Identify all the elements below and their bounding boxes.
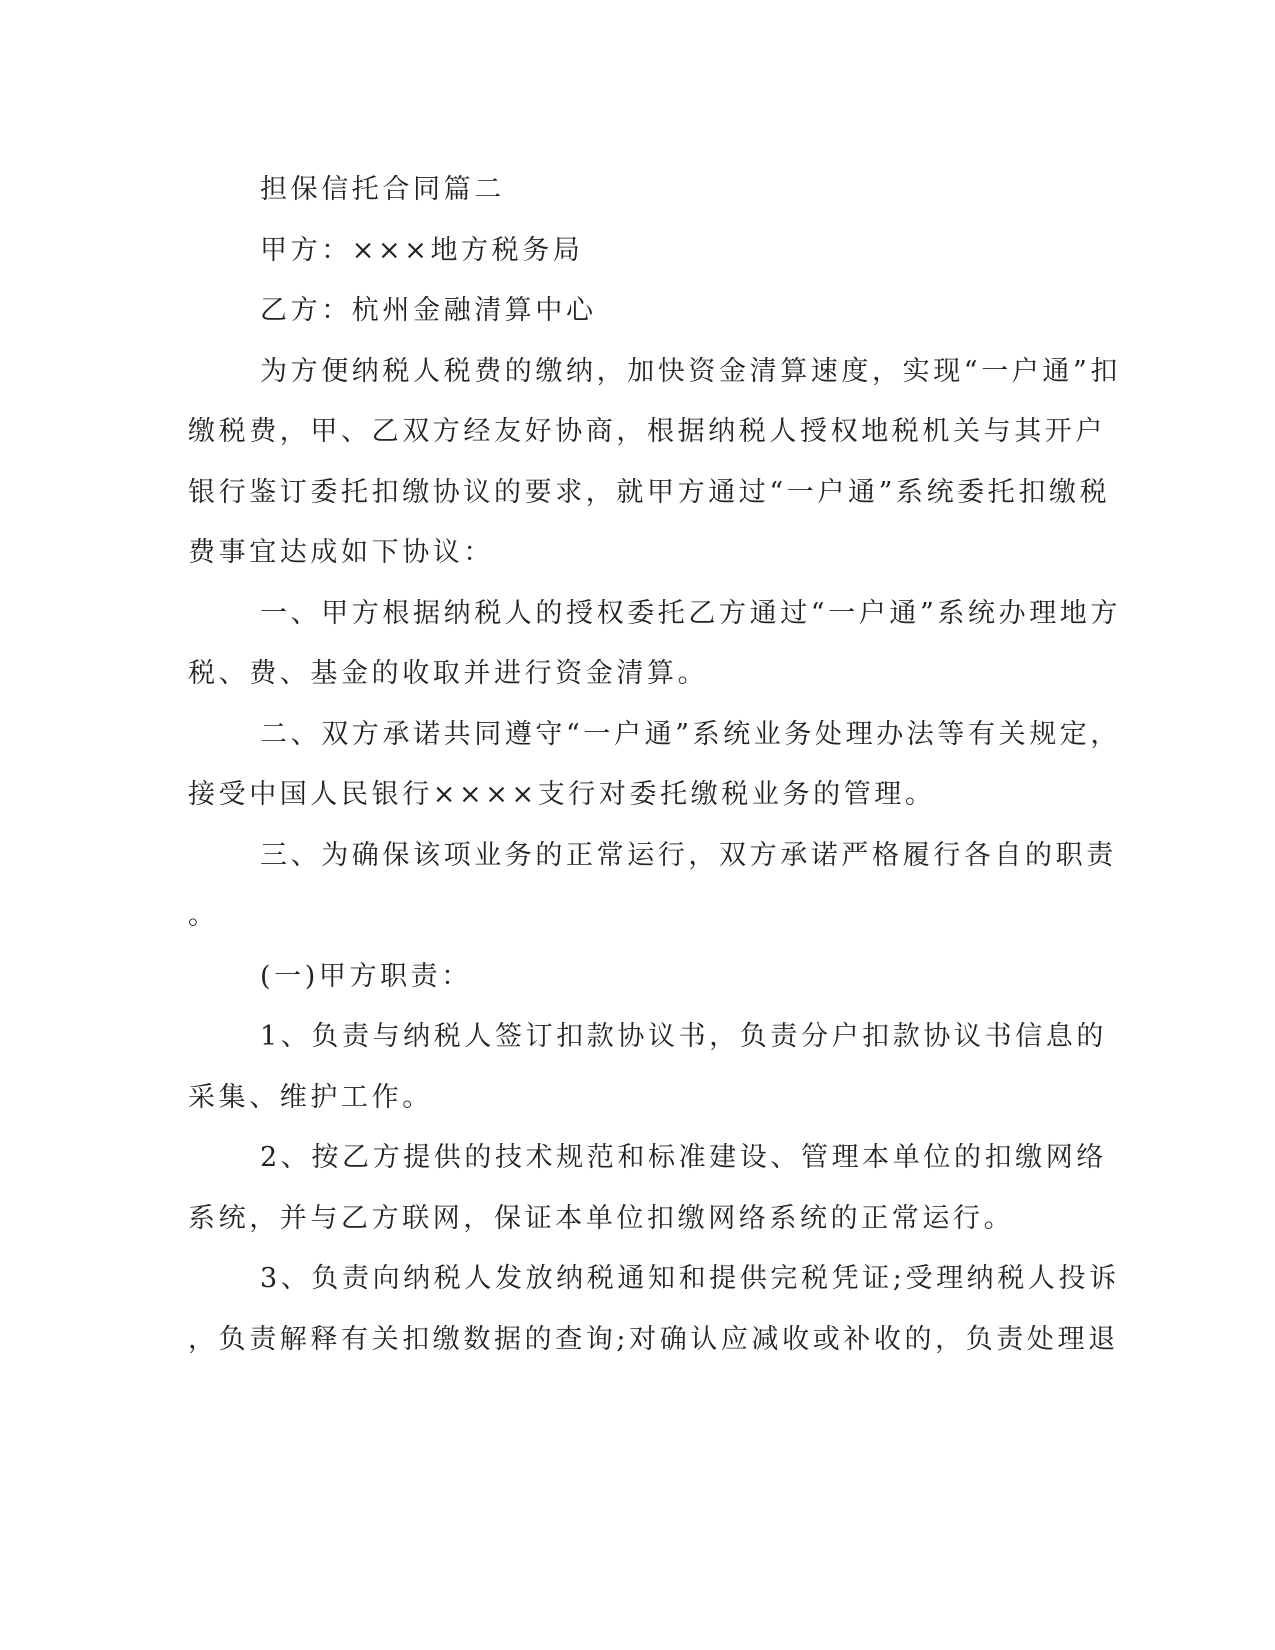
paragraph-line: 接受中国人民银行××××支行对委托缴税业务的管理。 (188, 779, 936, 810)
item-1 (188, 1007, 1107, 1128)
section-a-heading: (一)甲方职责： (260, 960, 472, 992)
document-title: 担保信托合同篇二 (260, 174, 505, 205)
clause-1 (188, 584, 1122, 705)
party-a: 甲方：×××地方税务局 (260, 234, 584, 266)
clause-3 (188, 826, 1117, 947)
paragraph-line: ，负责解释有关扣缴数据的查询;对确认应减收或补收的，负责处理退 (188, 1323, 1119, 1355)
paragraph-line: 一、甲方根据纳税人的授权委托乙方通过“一户通”系统办理地方 (260, 597, 1122, 629)
clause-2 (188, 705, 1122, 826)
paragraph-line: 3、负责向纳税人发放纳税通知和提供完税凭证;受理纳税人投诉 (260, 1263, 1120, 1294)
paragraph-line: 为方便纳税人税费的缴纳，加快资金清算速度，实现“一户通”扣 (260, 355, 1122, 387)
paragraph-line: 税、费、基金的收取并进行资金清算。 (188, 658, 709, 689)
paragraph-line: 2、按乙方提供的技术规范和标准建设、管理本单位的扣缴网络 (260, 1142, 1107, 1173)
paragraph-line: 二、双方承诺共同遵守“一户通”系统业务处理办法等有关规定， (260, 718, 1122, 750)
paragraph-line: 。 (188, 900, 219, 931)
paragraph-line: 三、为确保该项业务的正常运行，双方承诺严格履行各自的职责 (260, 839, 1117, 871)
paragraph-line: 缴税费，甲、乙双方经友好协商，根据纳税人授权地税机关与其开户 (188, 416, 1106, 447)
party-b: 乙方：杭州金融清算中心 (260, 295, 597, 326)
paragraph-line: 系统，并与乙方联网，保证本单位扣缴网络系统的正常运行。 (188, 1202, 1015, 1234)
paragraph-line: 银行鉴订委托扣缴协议的要求，就甲方通过“一户通”系统委托扣缴税 (188, 476, 1111, 508)
item-2 (188, 1128, 1107, 1249)
paragraph-line: 费事宜达成如下协议： (188, 537, 494, 568)
intro-paragraph (188, 342, 1122, 584)
paragraph-line: 1、负责与纳税人签订扣款协议书，负责分户扣款协议书信息的 (260, 1021, 1107, 1052)
paragraph-line: 采集、维护工作。 (188, 1081, 433, 1113)
item-3 (188, 1249, 1120, 1370)
document-body (188, 160, 1122, 1370)
